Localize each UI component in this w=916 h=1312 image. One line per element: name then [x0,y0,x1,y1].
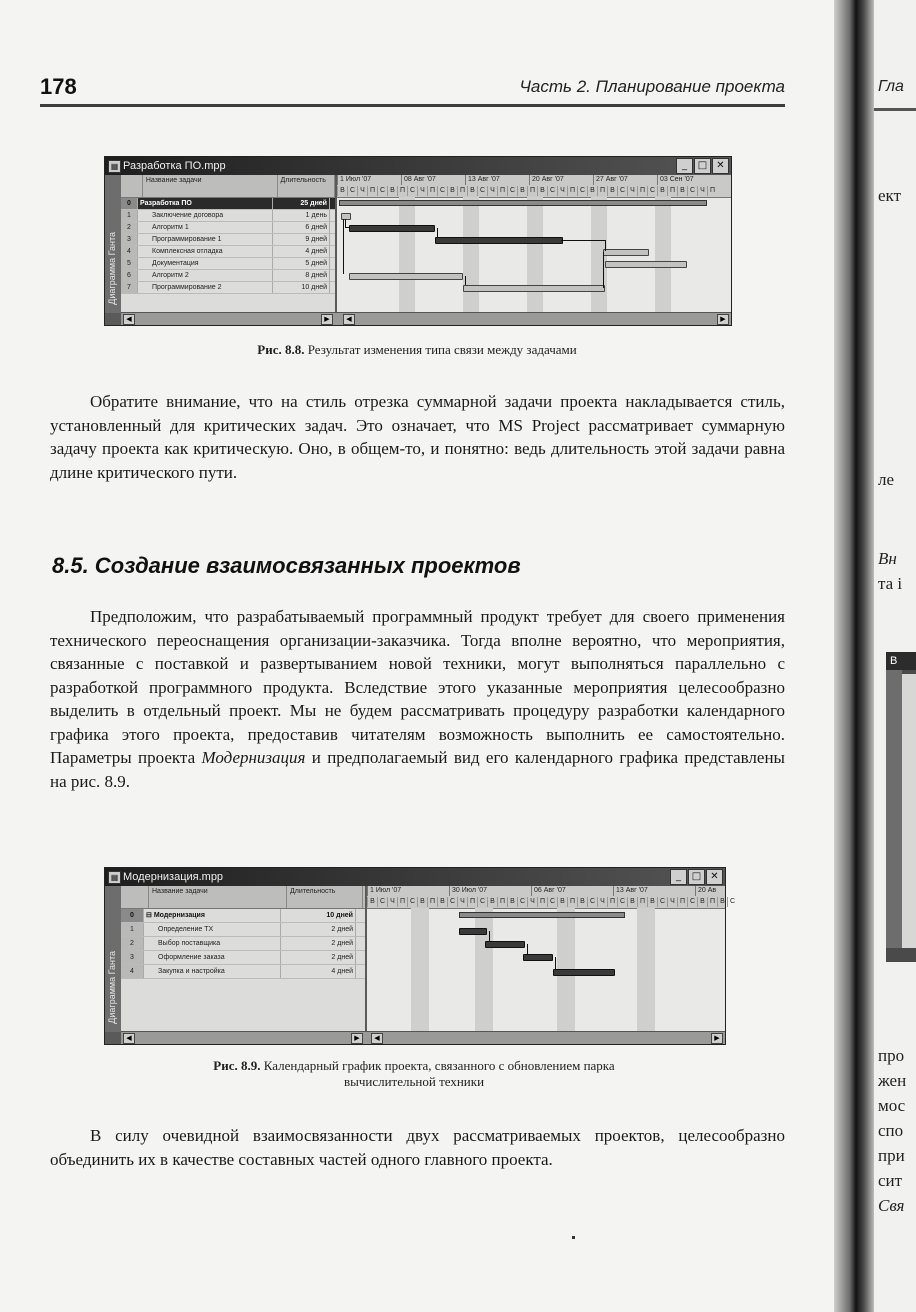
header-task-name: Название задачи [149,886,287,908]
text-fragment: жен [878,1071,907,1090]
cell-id: 4 [121,246,138,257]
dependency-link [561,240,606,251]
timescale-day-label: С [687,897,697,907]
cell-duration: 6 дней [273,222,330,233]
table-row[interactable] [121,965,365,979]
cell-duration: 8 дней [273,270,330,281]
timescale-day-label: П [607,897,617,907]
task-bar[interactable] [463,285,605,292]
cell-name: Определение ТХ [144,923,281,936]
timescale-week-label: 1 Июл '07 [337,175,401,185]
timescale-day-label: Ч [527,897,537,907]
timescale [337,175,731,198]
timescale-day-label: С [347,186,357,196]
gantt-chart[interactable] [367,886,736,1032]
text-fragment: при [878,1146,905,1165]
timescale-day-label: Ч [357,186,367,196]
timescale-week-label: 08 Авг '07 [401,175,465,185]
cell-duration: 10 дней [281,909,356,922]
cell-duration: 2 дней [281,937,356,950]
maximize-icon[interactable]: □ [694,158,711,174]
view-label: Диаграмма Ганта [107,232,117,305]
nonworking-shade [399,197,415,313]
table-header [121,886,365,909]
window-titlebar [105,868,725,886]
timescale-day-label: С [727,897,737,907]
header-duration: Длительность [287,886,363,908]
maximize-icon[interactable]: □ [688,869,705,885]
timescale-day-label: С [437,186,447,196]
timescale-week-label: 30 Июл '07 [449,886,531,896]
print-speck [572,1236,575,1239]
view-label: Диаграмма Ганта [107,951,117,1024]
close-icon[interactable]: ✕ [706,869,723,885]
timescale-day-label: П [637,897,647,907]
cell-id: 6 [121,270,138,281]
cell-duration: 5 дней [273,258,330,269]
timescale-day-label: В [627,897,637,907]
timescale-day-label: Ч [697,186,707,196]
timescale-week-label: 1 Июл '07 [367,886,449,896]
figure-8-9-window [104,867,736,1045]
figure-caption-text: Календарный график проекта, связанного с обновлением парка [263,1058,615,1073]
task-bar[interactable] [523,954,553,961]
window-title-fragment: В [886,652,916,670]
timescale-day-label: В [367,897,377,907]
cell-name: Программирование 2 [138,282,273,293]
page-number: 178 [40,74,77,99]
body-paragraph: В силу очевидной взаимосвязанности двух рассматриваемых проектов, целесообразно объединить их в качестве составных частей одного главного проекта. [50,1126,785,1169]
timescale-day-label: С [377,897,387,907]
nonworking-shade [411,908,429,1032]
cell-name: Алгоритм 1 [138,222,273,233]
dependency-link [603,252,608,288]
timescale-day-label: П [597,186,607,196]
timescale-day-label: В [417,897,427,907]
header-id [121,175,143,197]
view-bar[interactable] [105,886,121,1032]
timescale-day-label: Ч [487,186,497,196]
scroll-left-icon[interactable]: ◀ [123,1033,135,1044]
screenshot-fragment [886,652,916,962]
timescale-day-label: Ч [457,897,467,907]
timescale-day-label: Ч [597,897,607,907]
scroll-right-icon[interactable]: ▶ [711,1033,723,1044]
timescale-day-label: С [687,186,697,196]
paragraph-text: и предполагаемый вид его календарного графика представлены на рис. 8.9. [50,748,785,791]
window-titlebar [105,157,731,175]
dependency-link [343,219,350,274]
task-bar[interactable] [605,261,687,268]
timescale-day-label: П [457,186,467,196]
running-head [40,72,785,102]
task-bar[interactable] [349,273,463,280]
timescale-day-label: С [407,186,417,196]
timescale-day-label: П [707,897,717,907]
cell-id: 3 [121,951,144,964]
nonworking-shade [637,908,655,1032]
timescale-day-label: В [337,186,347,196]
timescale-week-label: 03 Сен '07 [657,175,721,185]
table-row[interactable] [121,198,335,210]
cell-name: Программирование 1 [138,234,273,245]
timescale-day-label: П [497,186,507,196]
figure-caption [104,342,730,358]
cell-id: 2 [121,222,138,233]
table-row[interactable] [121,222,335,234]
cell-id: 2 [121,937,144,950]
table-row[interactable] [121,923,365,937]
timescale-day-label: В [647,897,657,907]
task-bar[interactable] [485,941,525,948]
timescale-day-label: П [567,897,577,907]
scroll-left-icon[interactable]: ◀ [343,314,355,325]
timescale-day-label: П [427,897,437,907]
dependency-link [551,957,556,969]
figure-label: Рис. 8.8. [257,342,305,357]
window-title: Модернизация.mpp [123,871,224,883]
table-area [902,674,916,948]
cell-id: 1 [121,923,144,936]
summary-bar[interactable] [459,912,625,918]
window-title: Разработка ПО.mpp [123,160,226,172]
timescale-day-label: С [517,897,527,907]
header-duration: Длительность [278,175,335,197]
window-controls [670,869,723,885]
cell-name: Документация [138,258,273,269]
scroll-right-icon[interactable]: ▶ [717,314,729,325]
timescale-day-label: В [577,897,587,907]
task-bar[interactable] [603,249,649,256]
collapse-icon[interactable]: ⊟ [146,912,154,919]
scroll-right-icon[interactable]: ▶ [351,1033,363,1044]
project-file-icon: ▦ [108,160,121,173]
timescale-day-label: Ч [387,897,397,907]
dependency-link [485,931,490,941]
table-row[interactable] [121,282,335,294]
timescale-day-label: С [587,897,597,907]
timescale-day-label: В [537,186,547,196]
cell-name: Выбор поставщика [144,937,281,950]
nonworking-shade [655,197,671,313]
timescale-day-label: С [617,897,627,907]
figure-caption-text: вычислительной техники [343,1074,485,1089]
timescale-day-label: В [437,897,447,907]
horizontal-scrollbar[interactable] [121,1031,725,1044]
text-fragment: Свя [878,1196,905,1215]
window-controls [676,158,729,174]
body-paragraph: Обратите внимание, что на стиль отрезка суммарной задачи проекта накладывается стиль, установленный для критических задач. Это означает, что MS Project рассматривает суммарную задачу проекта как критическую. Оно, в общем-то, и понятно: ведь длительность этой задачи равна длине критического пути. [50,392,785,482]
timescale-week-label: 13 Авг '07 [613,886,695,896]
table-header [121,175,335,198]
paragraph-text: Предположим, что разрабатываемый программный продукт требует для своего применения технического переоснащения организации-заказчика. Тогда вполне вероятно, что мероприятия, связанные с поставкой и развертыванием новой техники, могут выполняться параллельно с разработкой программного продукта. Вследствие этого указанные мероприятия целесообразно выделить в отдельный проект. Мы не будем рассматривать процедуру разработки календарного графика этого проекта, предоставив читателям возможность выполнить ее самостоятельно. Параметры проекта [50,607,785,767]
timescale-day-label: П [637,186,647,196]
timescale-day-label: Ч [557,186,567,196]
timescale-day-label: В [387,186,397,196]
figure-label: Рис. 8.9. [213,1058,261,1073]
cell-id: 3 [121,234,138,245]
text-fragment: ле [878,470,895,489]
cell-id: 0 [121,198,138,209]
timescale-day-label: С [507,186,517,196]
cell-name [144,909,281,922]
section-heading: 8.5. Создание взаимосвязанных проектов [52,553,521,578]
scroll-left-icon[interactable]: ◀ [123,314,135,325]
timescale-day-label: С [547,186,557,196]
task-table [121,175,335,313]
timescale-day-label: В [487,897,497,907]
timescale-day-label: Ч [627,186,637,196]
timescale-day-label: В [507,897,517,907]
horizontal-scrollbar[interactable] [121,312,731,325]
timescale-day-label: В [717,897,727,907]
text-fragment: мос [878,1096,906,1115]
cell-duration: 10 дней [273,282,330,293]
header-id [121,886,149,908]
timescale-day-label: П [427,186,437,196]
table-row[interactable] [121,909,365,923]
summary-bar[interactable] [339,200,707,206]
project-file-icon: ▦ [108,871,121,884]
timescale-day-label: С [657,897,667,907]
minimize-icon[interactable]: _ [670,869,687,885]
timescale-week-label: 20 Авг '07 [529,175,593,185]
nonworking-shade [527,197,543,313]
cell-name: Алгоритм 2 [138,270,273,281]
timescale-day-label: В [447,186,457,196]
book-spine [834,0,874,1312]
header-task-name: Название задачи [143,175,278,197]
dependency-link [523,944,528,954]
gantt-chart[interactable] [337,175,731,313]
cell-duration: 25 дней [273,198,330,209]
table-row[interactable] [121,246,335,258]
figure-8-8-window [104,156,732,326]
text-fragment: сит [878,1171,903,1190]
timescale-day-label: П [497,897,507,907]
table-row[interactable] [121,951,365,965]
task-table [121,886,365,1032]
timescale-week-label: 20 Ав [695,886,777,896]
body-paragraph [50,605,785,793]
cell-id: 7 [121,282,138,293]
timescale-day-label: Ч [667,897,677,907]
scroll-right-icon[interactable]: ▶ [321,314,333,325]
cell-id: 1 [121,210,138,221]
table-row[interactable] [121,258,335,270]
project-name-italic: Модернизация [201,748,306,767]
minimize-icon[interactable]: _ [676,158,693,174]
timescale-day-label: В [517,186,527,196]
table-row[interactable] [121,270,335,282]
cell-id: 5 [121,258,138,269]
dependency-link [461,276,466,285]
table-row[interactable] [121,210,335,222]
table-row[interactable] [121,234,335,246]
cell-id: 4 [121,965,144,978]
timescale-day-label: С [377,186,387,196]
timescale-week-label: 27 Авг '07 [593,175,657,185]
cell-duration: 2 дней [281,951,356,964]
text-fragment: про [878,1046,905,1065]
timescale-day-label: С [547,897,557,907]
timescale-day-label: С [447,897,457,907]
cell-duration: 1 день [273,210,330,221]
close-icon[interactable]: ✕ [712,158,729,174]
timescale [367,886,736,909]
timescale-day-label: П [677,897,687,907]
timescale-day-label: В [697,897,707,907]
figure-caption-text: Результат изменения типа связи между задачами [307,342,577,357]
running-title-fragment: Гла [878,78,904,95]
text-fragment: ект [878,186,902,205]
view-bar [886,670,902,948]
cell-name: Закупка и настройка [144,965,281,978]
timescale-day-label: В [467,186,477,196]
dependency-link [433,228,438,237]
timescale-day-label: С [577,186,587,196]
task-bar[interactable] [553,969,615,976]
task-bar[interactable] [435,237,563,244]
cell-name: Комплексная отладка [138,246,273,257]
timescale-day-label: П [397,186,407,196]
timescale-day-label: П [397,897,407,907]
text-fragment: спо [878,1121,904,1140]
timescale-day-label: В [657,186,667,196]
task-bar[interactable] [349,225,435,232]
timescale-day-label: П [707,186,717,196]
timescale-day-label: В [607,186,617,196]
running-title: Часть 2. Планирование проекта [519,77,785,96]
timescale-day-label: В [677,186,687,196]
view-bar[interactable] [105,175,121,313]
cell-duration: 9 дней [273,234,330,245]
cell-duration: 4 дней [273,246,330,257]
table-row[interactable] [121,937,365,951]
cell-name: Оформление заказа [144,951,281,964]
timescale-day-label: П [667,186,677,196]
timescale-day-label: Ч [417,186,427,196]
scroll-left-icon[interactable]: ◀ [371,1033,383,1044]
cell-name: Разработка ПО [138,198,273,209]
task-bar[interactable] [459,928,487,935]
timescale-day-label: П [467,897,477,907]
text-fragment: та і [878,574,903,593]
timescale-day-label: П [527,186,537,196]
text-fragment: Вн [878,549,897,568]
timescale-day-label: В [557,897,567,907]
timescale-day-label: С [647,186,657,196]
nonworking-shade [475,908,493,1032]
timescale-day-label: С [477,186,487,196]
nonworking-shade [463,197,479,313]
timescale-day-label: П [367,186,377,196]
timescale-day-label: П [567,186,577,196]
timescale-week-label: 13 Авг '07 [465,175,529,185]
timescale-day-label: В [587,186,597,196]
header-rule [40,104,785,107]
header-rule [874,108,916,111]
figure-caption [104,1058,724,1090]
summary-task-name: Модернизация [153,912,205,919]
book-page-right-fragment [874,0,916,1312]
timescale-day-label: С [407,897,417,907]
cell-duration: 2 дней [281,923,356,936]
timescale-day-label: П [537,897,547,907]
timescale-week-label: 06 Авг '07 [531,886,613,896]
cell-id: 0 [121,909,144,922]
timescale-day-label: С [617,186,627,196]
cell-duration: 4 дней [281,965,356,978]
timescale-day-label: С [477,897,487,907]
cell-name: Заключение договора [138,210,273,221]
